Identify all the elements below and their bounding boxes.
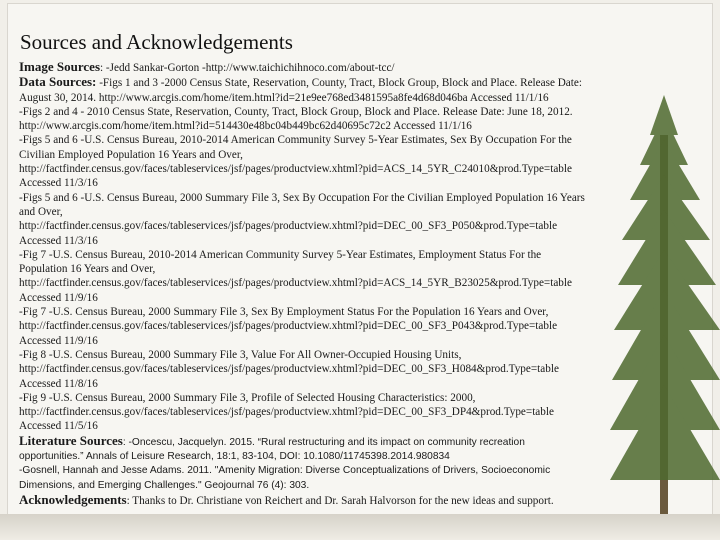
- data-sources-line: Population 16 Years and Over,: [19, 263, 156, 276]
- data-sources-line: http://factfinder.census.gov/faces/tableservices/jsf/pages/productview.xhtml?pid=DEC_00_SF3_P043&prod.Type=table: [19, 320, 558, 333]
- data-sources-line: http://factfinder.census.gov/faces/tableservices/jsf/pages/productview.xhtml?pid=ACS_14_5YR_C24010&prod.Type=table: [19, 163, 572, 176]
- data-sources-label: Data Sources:: [19, 74, 97, 90]
- acknowledgements: [19, 493, 634, 508]
- data-sources-line: http://factfinder.census.gov/faces/tableservices/jsf/pages/productview.xhtml?pid=DEC_00_SF3_P050&prod.Type=table: [19, 220, 558, 233]
- literature-sources-line: Dimensions, and Emerging Challenges." Geojournal 76 (4): 303.: [19, 479, 310, 491]
- data-sources-line: -Fig 9 -U.S. Census Bureau, 2000 Summary File 3, Profile of Selected Housing Characteristics: 2000,: [19, 391, 476, 404]
- data-sources-line: August 30, 2014. http://www.arcgis.com/home/item.html?id=21e9ee768ed3481595a8fe4d68d046ba Accessed 11/1/16: [19, 91, 549, 104]
- slide: [7, 3, 713, 516]
- data-sources-line: -Figs 2 and 4 - 2010 Census State, Reservation, County, Tract, Block Group, Block and Place. Release Date: June 18, 2012.: [19, 105, 573, 118]
- data-sources-line-0: Data Sources: -Figs 1 and 3 -2000 Census State, Reservation, County, Tract, Block Group, Block and Place. Release Date:: [19, 74, 582, 90]
- data-sources-line: Accessed 11/5/16: [19, 420, 98, 433]
- data-sources-line: Accessed 11/9/16: [19, 291, 98, 304]
- literature-sources-line-0: Literature Sources: -Oncescu, Jacquelyn. 2015. “Rural restructuring and its impact on community recreation: [19, 432, 525, 448]
- data-sources-line: Accessed 11/8/16: [19, 377, 98, 390]
- data-sources-line: and Over,: [19, 205, 63, 218]
- data-sources-line: -Fig 7 -U.S. Census Bureau, 2010-2014 American Community Survey 5-Year Estimates, Employment Status For the: [19, 248, 542, 261]
- data-sources-line: Civilian Employed Population 16 Years and Over,: [19, 148, 243, 161]
- literature-sources-line: opportunities.” Annals of Leisure Research, 18:1, 83-104, DOI: 10.1080/11745398.2014.980834: [19, 451, 450, 463]
- literature-sources-label: Literature Sources: [19, 432, 123, 448]
- tree-foliage: [610, 95, 720, 480]
- image-sources-text: : -Jedd Sankar-Gorton -http://www.taichichihnoco.com/about-tcc/: [100, 62, 395, 74]
- data-sources-line: -Figs 5 and 6 -U.S. Census Bureau, 2000 Summary File 3, Sex By Occupation For the Civilian Employed Population 16 Years: [19, 191, 585, 204]
- data-sources-line: Accessed 11/9/16: [19, 334, 98, 347]
- data-sources-line: http://factfinder.census.gov/faces/tableservices/jsf/pages/productview.xhtml?pid=DEC_00_SF3_H084&prod.Type=table: [19, 363, 559, 376]
- data-sources-line: http://www.arcgis.com/home/item.html?id=514430e48bc04b449bc62d40695c72c2 Accessed 11/1/16: [19, 120, 472, 133]
- sources-content: [19, 60, 634, 508]
- image-sources: [19, 60, 634, 75]
- acknowledgements-label: Acknowledgements: [19, 491, 127, 507]
- page-title: Sources and Acknowledgements: [20, 30, 293, 54]
- data-sources-line: -Fig 8 -U.S. Census Bureau, 2000 Summary File 3, Value For All Owner-Occupied Housing Units,: [19, 348, 462, 361]
- data-sources-line: http://factfinder.census.gov/faces/tableservices/jsf/pages/productview.xhtml?pid=DEC_00_SF3_DP4&prod.Type=table: [19, 406, 554, 419]
- data-sources-line: -Figs 5 and 6 -U.S. Census Bureau, 2010-2014 American Community Survey 5-Year Estimates, Sex By Occupation For the: [19, 134, 572, 147]
- literature-sources-line: -Gosnell, Hannah and Jesse Adams. 2011. "Amenity Migration: Diverse Conceptualizations of Drivers, Socioeconomic: [19, 465, 551, 477]
- acknowledgements-text: : Thanks to Dr. Christiane von Reichert and Dr. Sarah Halvorson for the new ideas and support.: [126, 494, 554, 507]
- data-sources-line: Accessed 11/3/16: [19, 234, 98, 247]
- data-sources-line: -Fig 7 -U.S. Census Bureau, 2000 Summary File 3, Sex By Employment Status For the Population 16 Years and Over,: [19, 306, 549, 319]
- data-sources-line: http://factfinder.census.gov/faces/tableservices/jsf/pages/productview.xhtml?pid=ACS_14_5YR_B23025&prod.Type=table: [19, 277, 572, 290]
- bottom-band: [0, 514, 720, 540]
- image-sources-label: Image Sources: [19, 59, 101, 74]
- data-sources-line: Accessed 11/3/16: [19, 177, 98, 190]
- pine-tree-illustration: [610, 95, 720, 525]
